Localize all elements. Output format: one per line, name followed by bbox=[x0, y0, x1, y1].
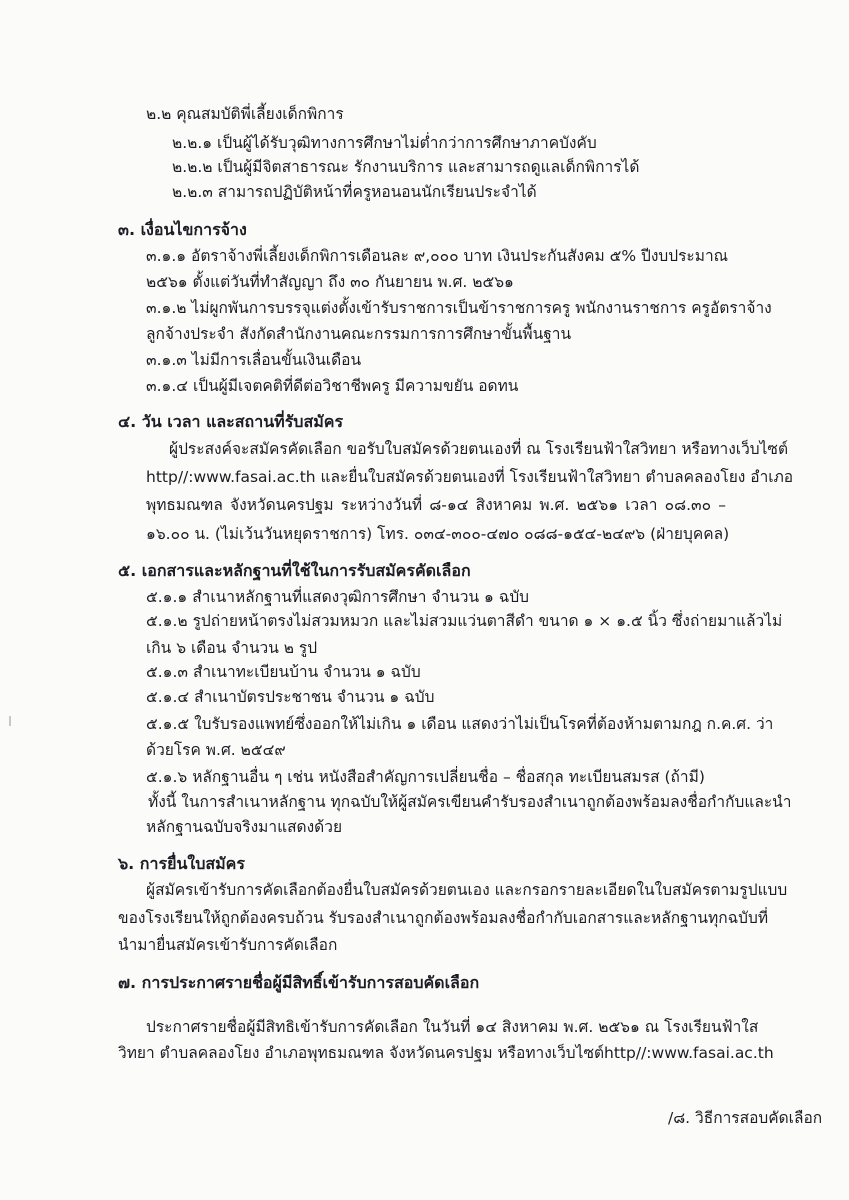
section-7-line-1: ประกาศรายชื่อผู้มีสิทธิเข้ารับการคัดเลือก ในวันที่ ๑๔ สิงหาคม พ.ศ. ๒๕๖๑ ณ โรงเรียนฟ้าใส bbox=[146, 1018, 759, 1036]
section-2-2-item-3: ๒.๒.๓ สามารถปฏิบัติหน้าที่ครูหอนอนนักเรียนประจำได้ bbox=[172, 183, 537, 201]
section-5-line-1: ๕.๑.๑ สำเนาหลักฐานที่แสดงวุฒิการศึกษา จำนวน ๑ ฉบับ bbox=[146, 588, 530, 606]
section-2-2-title: ๒.๒ คุณสมบัติพี่เลี้ยงเด็กพิการ bbox=[146, 105, 344, 123]
section-3-line-5: ๓.๑.๓ ไม่มีการเลื่อนขั้นเงินเดือน bbox=[146, 351, 362, 369]
section-5-line-6: ๕.๑.๕ ใบรับรองแพทย์ซึ่งออกให้ไม่เกิน ๑ เดือน แสดงว่าไม่เป็นโรคที่ต้องห้ามตามกฎ ก.ค.ศ. ว่า bbox=[146, 715, 774, 733]
section-4-line-2: http//:www.fasai.ac.th และยื่นใบสมัครด้วยตนเองที่ โรงเรียนฟ้าใสวิทยา ตำบลคลองโยง อำเภอ bbox=[146, 468, 794, 486]
section-3-line-2: ๒๕๖๑ ตั้งแต่วันที่ทำสัญญา ถึง ๓๐ กันยายน พ.ศ. ๒๕๖๑ bbox=[146, 273, 514, 291]
section-4-line-1: ผู้ประสงค์จะสมัครคัดเลือก ขอรับใบสมัครด้วยตนเองที่ ณ โรงเรียนฟ้าใสวิทยา หรือทางเว็บไซต์ bbox=[169, 440, 789, 458]
next-page-reference: /๘. วิธีการสอบคัดเลือก bbox=[668, 1109, 823, 1127]
section-4-heading: ๔. วัน เวลา และสถานที่รับสมัคร bbox=[118, 412, 344, 431]
section-5-heading: ๕. เอกสารและหลักฐานที่ใช้ในการรับสมัครคัดเลือก bbox=[118, 561, 471, 580]
section-3-heading: ๓. เงื่อนไขการจ้าง bbox=[118, 220, 247, 239]
section-3-line-1: ๓.๑.๑ อัตราจ้างพี่เลี้ยงเด็กพิการเดือนละ ๙,๐๐๐ บาท เงินประกันสังคม ๕% ปีงบประมาณ bbox=[146, 247, 729, 265]
section-3-line-6: ๓.๑.๔ เป็นผู้มีเจตคติที่ดีต่อวิชาชีพครู มีความขยัน อดทน bbox=[146, 377, 519, 395]
section-5-line-10: หลักฐานฉบับจริงมาแสดงด้วย bbox=[146, 818, 343, 836]
section-5-line-4: ๕.๑.๓ สำเนาทะเบียนบ้าน จำนวน ๑ ฉบับ bbox=[146, 663, 421, 681]
section-5-line-5: ๕.๑.๔ สำเนาบัตรประชาชน จำนวน ๑ ฉบับ bbox=[146, 688, 435, 706]
section-6-line-1: ผู้สมัครเข้ารับการคัดเลือกต้องยื่นใบสมัครด้วยตนเอง และกรอกรายละเอียดในใบสมัครตามรูปแบบ bbox=[146, 881, 788, 899]
scan-mark bbox=[9, 716, 11, 726]
section-6-heading: ๖. การยื่นใบสมัคร bbox=[118, 854, 245, 873]
section-5-line-2: ๕.๑.๒ รูปถ่ายหน้าตรงไม่สวมหมวก และไม่สวมแว่นตาสีดำ ขนาด ๑ × ๑.๕ นิ้ว ซึ่งถ่ายมาแล้วไม่ bbox=[146, 612, 783, 630]
section-6-line-2: ของโรงเรียนให้ถูกต้องครบถ้วน รับรองสำเนาถูกต้องพร้อมลงชื่อกำกับเอกสารและหลักฐานทุกฉบับที่ bbox=[118, 909, 769, 927]
section-4-line-3: พุทธมณฑล จังหวัดนครปฐม ระหว่างวันที่ ๘-๑๔ สิงหาคม พ.ศ. ๒๕๖๑ เวลา ๐๘.๓๐ – bbox=[146, 496, 726, 514]
section-7-heading: ๗. การประกาศรายชื่อผู้มีสิทธิ์เข้ารับการสอบคัดเลือก bbox=[118, 973, 480, 992]
section-5-line-8: ๕.๑.๖ หลักฐานอื่น ๆ เช่น หนังสือสำคัญการเปลี่ยนชื่อ – ชื่อสกุล ทะเบียนสมรส (ถ้ามี) bbox=[146, 768, 705, 786]
section-2-2-item-2: ๒.๒.๒ เป็นผู้มีจิตสาธารณะ รักงานบริการ และสามารถดูแลเด็กพิการได้ bbox=[172, 158, 640, 176]
section-6-line-3: นำมายื่นสมัครเข้ารับการคัดเลือก bbox=[118, 936, 338, 954]
section-7-line-2: วิทยา ตำบลคลองโยง อำเภอพุทธมณฑล จังหวัดนครปฐม หรือทางเว็บไซต์http//:www.fasai.ac.th bbox=[118, 1044, 774, 1062]
section-5-line-7: ด้วยโรค พ.ศ. ๒๕๔๙ bbox=[146, 741, 286, 759]
section-4-line-4: ๑๖.๐๐ น. (ไม่เว้นวันหยุดราชการ) โทร. ๐๓๔-๓๐๐-๔๗๐ ๐๘๘-๑๕๔-๒๔๙๖ (ฝ่ายบุคคล) bbox=[146, 525, 730, 543]
section-2-2-item-1: ๒.๒.๑ เป็นผู้ได้รับวุฒิทางการศึกษาไม่ต่ำกว่าการศึกษาภาคบังคับ bbox=[172, 134, 597, 152]
section-5-line-9: ทั้งนี้ ในการสำเนาหลักฐาน ทุกฉบับให้ผู้สมัครเขียนคำรับรองสำเนาถูกต้องพร้อมลงชื่อกำกับและนำ bbox=[148, 793, 792, 811]
section-5-line-3: เกิน ๖ เดือน จำนวน ๒ รูป bbox=[146, 639, 318, 657]
section-3-line-3: ๓.๑.๒ ไม่ผูกพันการบรรจุแต่งตั้งเข้ารับราชการเป็นข้าราชการครู พนักงานราชการ ครูอัตราจ้าง bbox=[146, 299, 772, 317]
section-3-line-4: ลูกจ้างประจำ สังกัดสำนักงานคณะกรรมการการศึกษาขั้นพื้นฐาน bbox=[146, 325, 572, 343]
